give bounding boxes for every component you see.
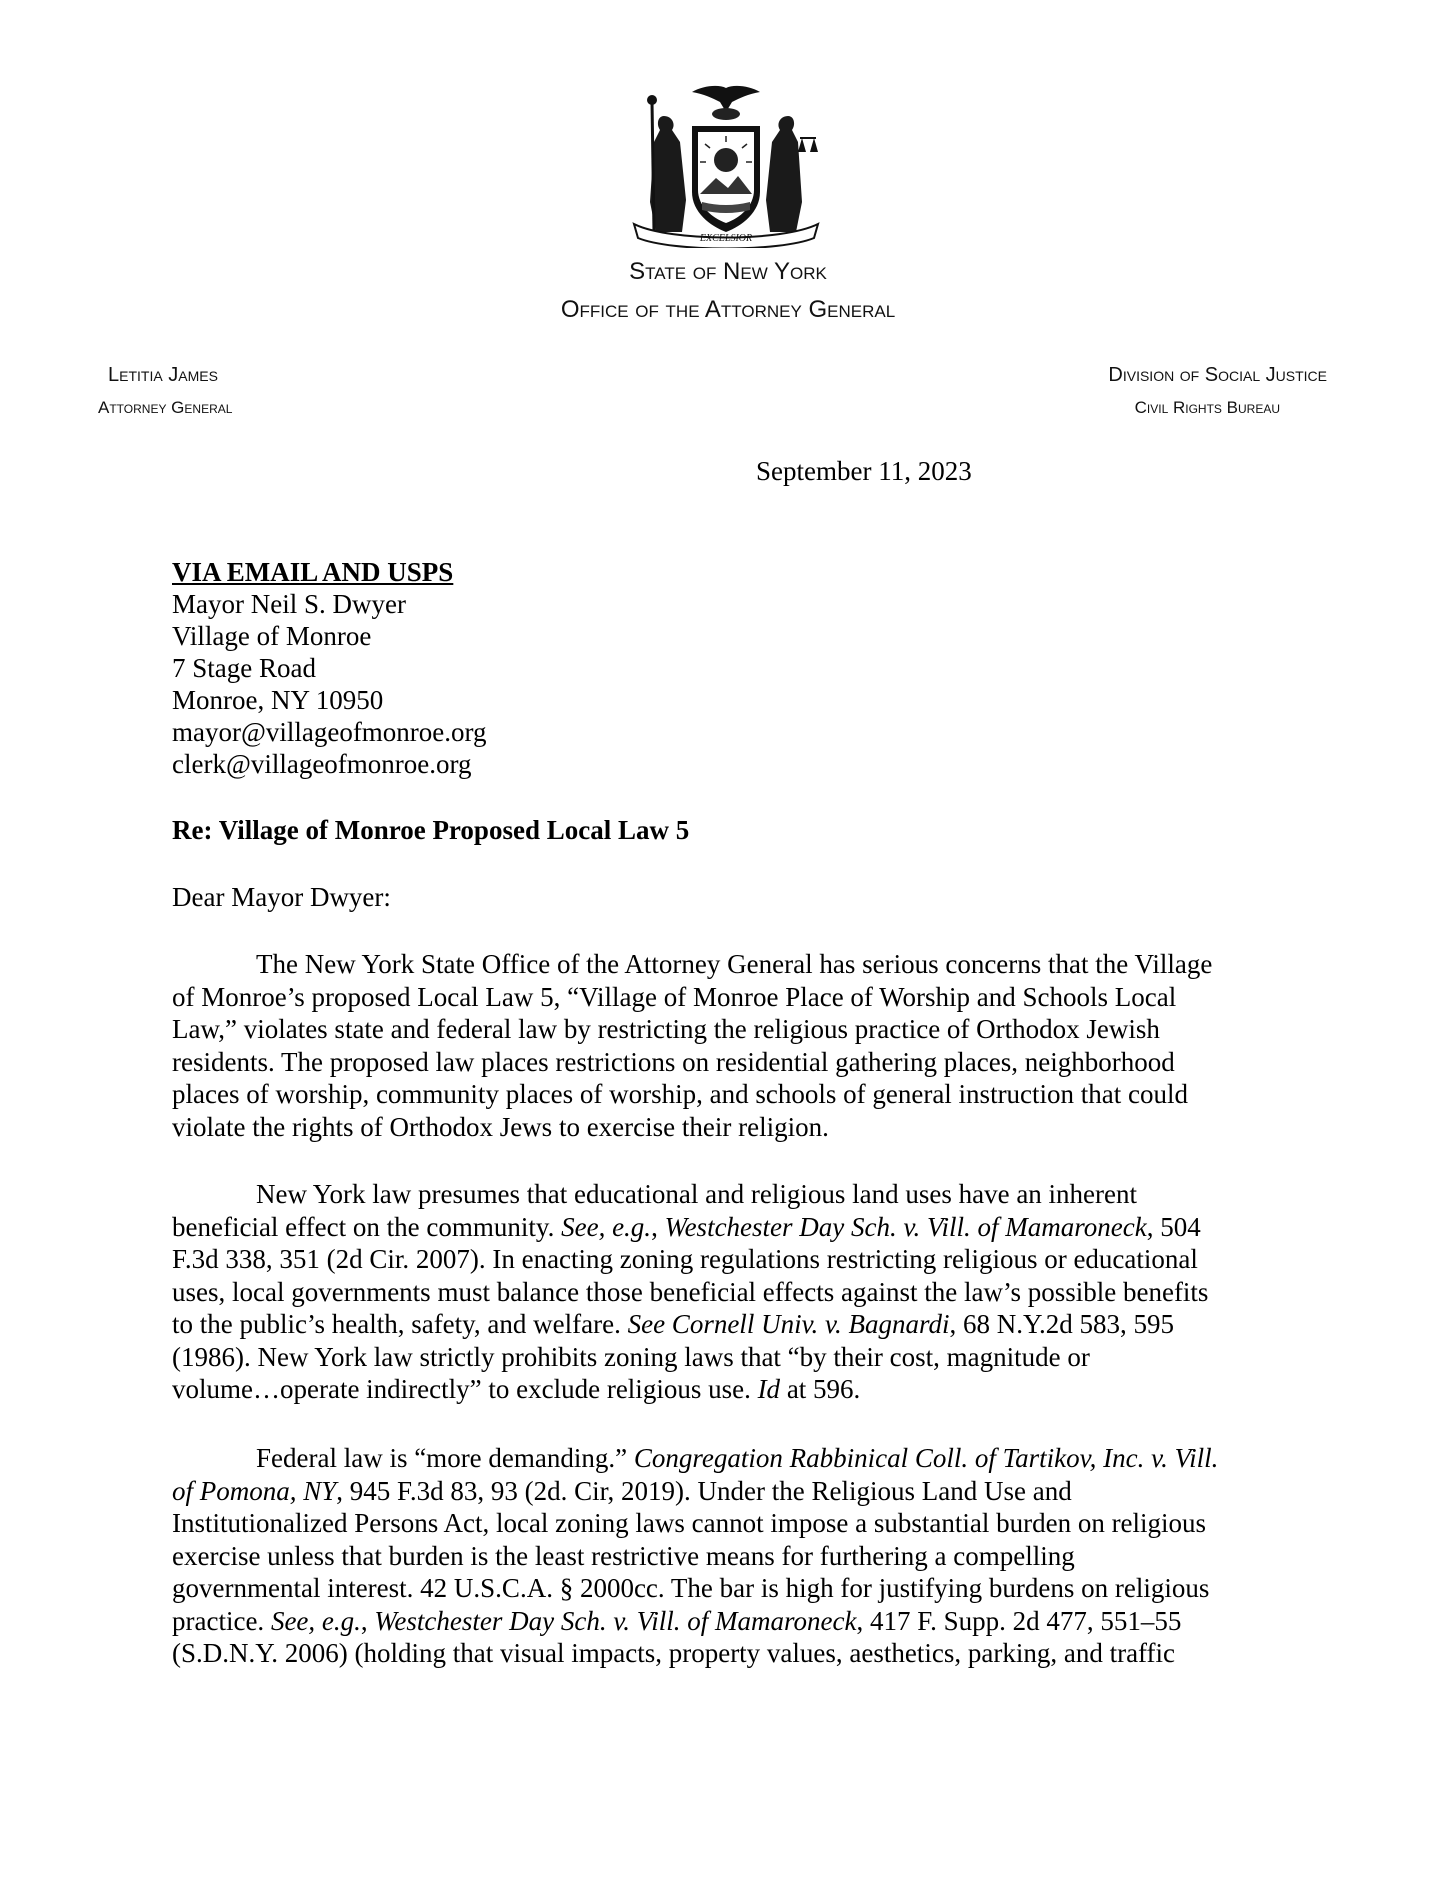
citation-signal: See, e.g. — [270, 1605, 361, 1636]
text-run: , 945 F.3d 83, 93 (2d. Cir, 2019). Under the Religious Land Use and — [336, 1475, 1072, 1506]
address-line: Village of Monroe — [172, 621, 372, 651]
letter-date: September 11, 2023 — [756, 456, 972, 486]
attorney-general-title: Attorney General — [98, 398, 233, 417]
address-email: clerk@villageofmonroe.org — [172, 749, 472, 779]
citation-signal: See, e.g. — [561, 1211, 652, 1242]
paragraph-line — [172, 1211, 1312, 1244]
text-run: , 504 — [1146, 1211, 1201, 1242]
office-heading: Office of the Attorney General — [560, 296, 896, 323]
paragraph-line: governmental interest. 42 U.S.C.A. § 2000cc. The bar is high for justifying burdens on religious — [172, 1573, 1210, 1603]
paragraph-line: of Monroe’s proposed Local Law 5, “Village of Monroe Place of Worship and Schools Local — [172, 981, 1177, 1012]
text-run: volume…operate indirectly” to exclude religious use. — [172, 1374, 758, 1404]
address-email: mayor@villageofmonroe.org — [172, 717, 487, 747]
paragraph-line: Institutionalized Persons Act, local zoning laws cannot impose a substantial burden on religious — [172, 1508, 1207, 1538]
paragraph-line: Law,” violates state and federal law by restricting the religious practice of Orthodox Jewish — [172, 1014, 1160, 1044]
address-line: Monroe, NY 10950 — [172, 685, 384, 715]
paragraph-line: The New York State Office of the Attorney General has serious concerns that the Village — [256, 949, 1213, 979]
case-name: Congregation Rabbinical Coll. of Tartikov, Inc. v. Vill. — [633, 1443, 1219, 1473]
text-run: , 417 F. Supp. 2d 477, 551–55 — [856, 1605, 1182, 1636]
paragraph-line: New York law presumes that educational and religious land uses have an inherent — [256, 1179, 1138, 1209]
address-line: Mayor Neil S. Dwyer — [172, 589, 406, 619]
body-paragraph-1 — [172, 948, 1312, 1143]
text-run: beneficial effect on the community. — [172, 1211, 562, 1242]
attorney-general-name: Letitia James — [108, 364, 218, 386]
text-run: to the public’s health, safety, and welfare. — [172, 1309, 628, 1339]
text-run: , — [651, 1211, 665, 1242]
text-run: , 68 N.Y.2d 583, 595 — [949, 1309, 1175, 1339]
new-york-state-seal-icon — [630, 82, 822, 248]
paragraph-line: residents. The proposed law places restrictions on residential gathering places, neighborhood — [172, 1046, 1175, 1077]
recipient-address-block — [172, 556, 487, 780]
state-heading: State of New York — [629, 258, 827, 285]
svg-text:EXCELSIOR: EXCELSIOR — [699, 233, 753, 244]
case-name: of Pomona, NY — [172, 1475, 337, 1506]
paragraph-line — [172, 1308, 1312, 1341]
paragraph-line: violate the rights of Orthodox Jews to exercise their religion. — [172, 1111, 829, 1142]
division-name: Division of Social Justice — [1108, 364, 1327, 386]
text-run: at 596. — [780, 1374, 861, 1404]
paragraph-line: F.3d 338, 351 (2d Cir. 2007). In enacting zoning regulations restricting religious or educational — [172, 1244, 1198, 1274]
delivery-method: VIA EMAIL AND USPS — [172, 557, 454, 587]
paragraph-line: uses, local governments must balance those beneficial effects against the law’s possible benefits — [172, 1276, 1209, 1307]
body-paragraph-2 — [172, 1178, 1312, 1406]
paragraph-line: places of worship, community places of worship, and schools of general instruction that could — [172, 1079, 1189, 1109]
text-run: , — [360, 1605, 375, 1636]
case-name: Westchester Day Sch. v. Vill. of Mamaroneck — [374, 1605, 857, 1636]
paragraph-line: (1986). New York law strictly prohibits zoning laws that “by their cost, magnitude or — [172, 1341, 1090, 1372]
body-paragraph-3 — [172, 1442, 1312, 1670]
paragraph-line: exercise unless that burden is the least restrictive means for furthering a compelling — [172, 1540, 1075, 1571]
paragraph-line — [172, 1605, 1312, 1638]
salutation: Dear Mayor Dwyer: — [172, 882, 391, 912]
text-run: Federal law is “more demanding.” — [256, 1443, 634, 1473]
bureau-name: Civil Rights Bureau — [1134, 398, 1280, 417]
address-line: 7 Stage Road — [172, 653, 316, 683]
text-run: practice. — [172, 1605, 271, 1636]
paragraph-line: (S.D.N.Y. 2006) (holding that visual impacts, property values, aesthetics, parking, and traffic — [172, 1638, 1176, 1668]
case-name: Westchester Day Sch. v. Vill. of Mamaroneck — [664, 1211, 1147, 1242]
citation-signal: Id — [757, 1374, 781, 1404]
paragraph-line — [172, 1475, 1312, 1508]
case-name: See Cornell Univ. v. Bagnardi — [627, 1309, 950, 1339]
paragraph-line — [172, 1442, 1312, 1475]
paragraph-line — [172, 1373, 1312, 1406]
subject-line: Re: Village of Monroe Proposed Local Law 5 — [172, 815, 690, 845]
